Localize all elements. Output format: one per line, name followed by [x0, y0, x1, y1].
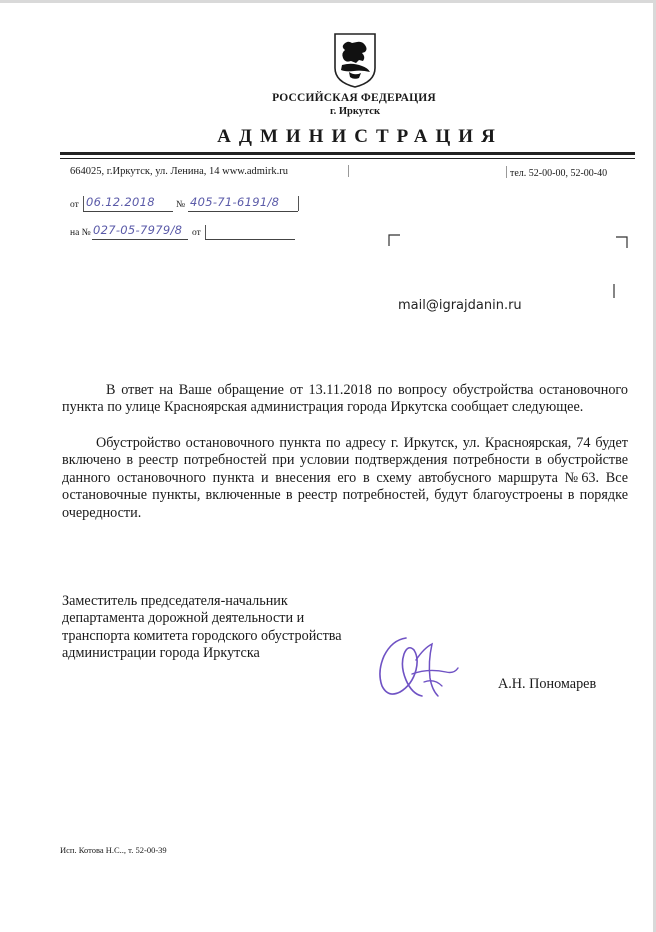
date-label: от [70, 200, 79, 210]
body-paragraph-1: В ответ на Ваше обращение от 13.11.2018 по вопросу обустройства остановочного пункта по улице Красноярская администрация города Иркутска сообщает следующее. [62, 382, 628, 416]
addressee-email: mail@igrajdanin.ru [398, 298, 522, 313]
reply-to-underline [92, 239, 188, 240]
addressee-corner-top-left [388, 234, 400, 246]
body-paragraph-2: Обустройство остановочного пункта по адресу г. Иркутск, ул. Красноярская, 74 будет включено в реестр потребностей при условии подтверждения потребности в обустройстве данного остановочного пункта и внесения его в схему автобусного маршрута №63. Все остановочные пункты, включенные в реестр потребностей, будут благоустроены в порядке очередности. [62, 435, 628, 521]
date-underline [83, 211, 173, 212]
coat-of-arms-icon [332, 32, 378, 88]
number-label: № [176, 200, 186, 210]
reply-date-field-start [205, 225, 206, 239]
reply-to-label: на № [70, 228, 91, 238]
outgoing-number: 405-71-6191/8 [190, 195, 280, 209]
organization-phone: тел. 52-00-00, 52-00-40 [510, 168, 608, 179]
scan-edge-top [0, 0, 656, 3]
phone-divider [506, 166, 507, 178]
number-field-end [298, 196, 299, 211]
header-rule-thin [60, 158, 635, 159]
organization-address: 664025, г.Иркутск, ул. Ленина, 14 www.admirk.ru [70, 166, 288, 177]
signatory-position: Заместитель председателя-начальник департамента дорожной деятельности и транспорта комитета городского обустройства администрации города Иркутска [62, 593, 342, 661]
address-divider [348, 165, 349, 177]
number-underline [188, 211, 298, 212]
reply-date-underline [205, 239, 295, 240]
date-field-start [83, 196, 84, 211]
reply-to-number: 027-05-7979/8 [93, 223, 183, 237]
handwritten-signature-icon [372, 630, 462, 706]
country-name: РОССИЙСКАЯ ФЕДЕРАЦИЯ [272, 92, 436, 104]
outgoing-date: 06.12.2018 [86, 195, 155, 209]
city-name: г. Иркутск [330, 106, 380, 117]
addressee-marker-right [612, 284, 616, 298]
page-title: АДМИНИСТРАЦИЯ [217, 126, 503, 147]
signatory-name: А.Н. Пономарев [498, 676, 597, 692]
addressee-corner-top-right [616, 236, 628, 248]
executor-info: Исп. Котова Н.С.., т. 52-00-39 [60, 845, 167, 855]
header-rule-thick [60, 152, 635, 155]
reply-date-label: от [192, 228, 201, 238]
